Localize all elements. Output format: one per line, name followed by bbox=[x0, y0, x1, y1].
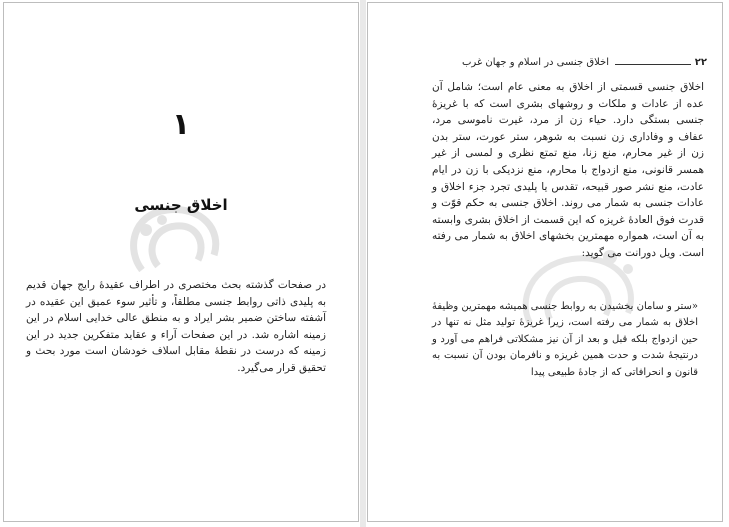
body-paragraph: اخلاق جنسی قسمتی از اخلاق به معنی عام است؛ شامل آن عده از عادات و ملکات و روشهای بشری است که با غریزهٔ جنسی بستگی دارد. حیاء زن از مرد، غیرت ناموسی مرد، عفاف و وفاداری زن نسبت به شوهر، ستر عورت، ستر بدن زن از غیر محارم، منع زنا، منع تمتع نظری و لمسی از غیر همسر قانونی، منع ازدواج با محارم، منع نزدیکی با زن در ایام عادت، منع نشر صور قبیحه، تقدس یا پلیدی تجرد جزء اخلاق و عادات جنسی به شمار می روند. اخلاق جنسی به حکم قوّت و قدرت فوق العادهٔ غریزه که این قسمت از اخلاق بشری وابسته به آن است، همواره مهمترین بخشهای اخلاق به شمار می رفته است. ویل دورانت می گوید: bbox=[432, 81, 704, 259]
book-spine bbox=[360, 0, 366, 527]
right-page bbox=[367, 2, 723, 522]
header-rule bbox=[615, 64, 691, 65]
page-number: ٢٢ bbox=[694, 57, 707, 68]
chapter-intro-paragraph: در صفحات گذشته بحث مختصری در اطراف عقیدهٔ رایج جهان قدیم به پلیدی ذاتی روابط جنسی مطلقاً، و تأثیر سوء عمیق این عقیده در آشفته ساختن ضمیر بشر ایراد و به منطق عالی خدایی اسلام در این زمینه اشاره شد. در این صفحات آراء و عقاید متفکرین جدید در این زمینه که درست در نقطهٔ مقابل اسلاف خودشان است مورد بحث و تحقیق قرار می‌گیرد. bbox=[26, 279, 326, 374]
chapter-number: ١ bbox=[171, 107, 191, 142]
left-page bbox=[3, 2, 359, 522]
block-quote: «ستر و سامان بخشیدن به روابط جنسی همیشه مهمترین وظیفهٔ اخلاق به شمار می رفته است، زیرا غریزهٔ تولید مثل نه تنها در حین ازدواج بلکه قبل و بعد از آن نیز مشکلاتی فراهم می آورد و درنتیجهٔ شدت و حدت همین غریزه و نافرمان بودن آن نسبت به قانون و انحرافاتی که از جادهٔ طبیعی پیدا bbox=[432, 301, 698, 378]
running-header bbox=[423, 57, 707, 71]
running-title: اخلاق جنسی در اسلام و جهان غرب bbox=[462, 57, 609, 68]
chapter-title: اخلاق جنسی bbox=[134, 196, 228, 214]
